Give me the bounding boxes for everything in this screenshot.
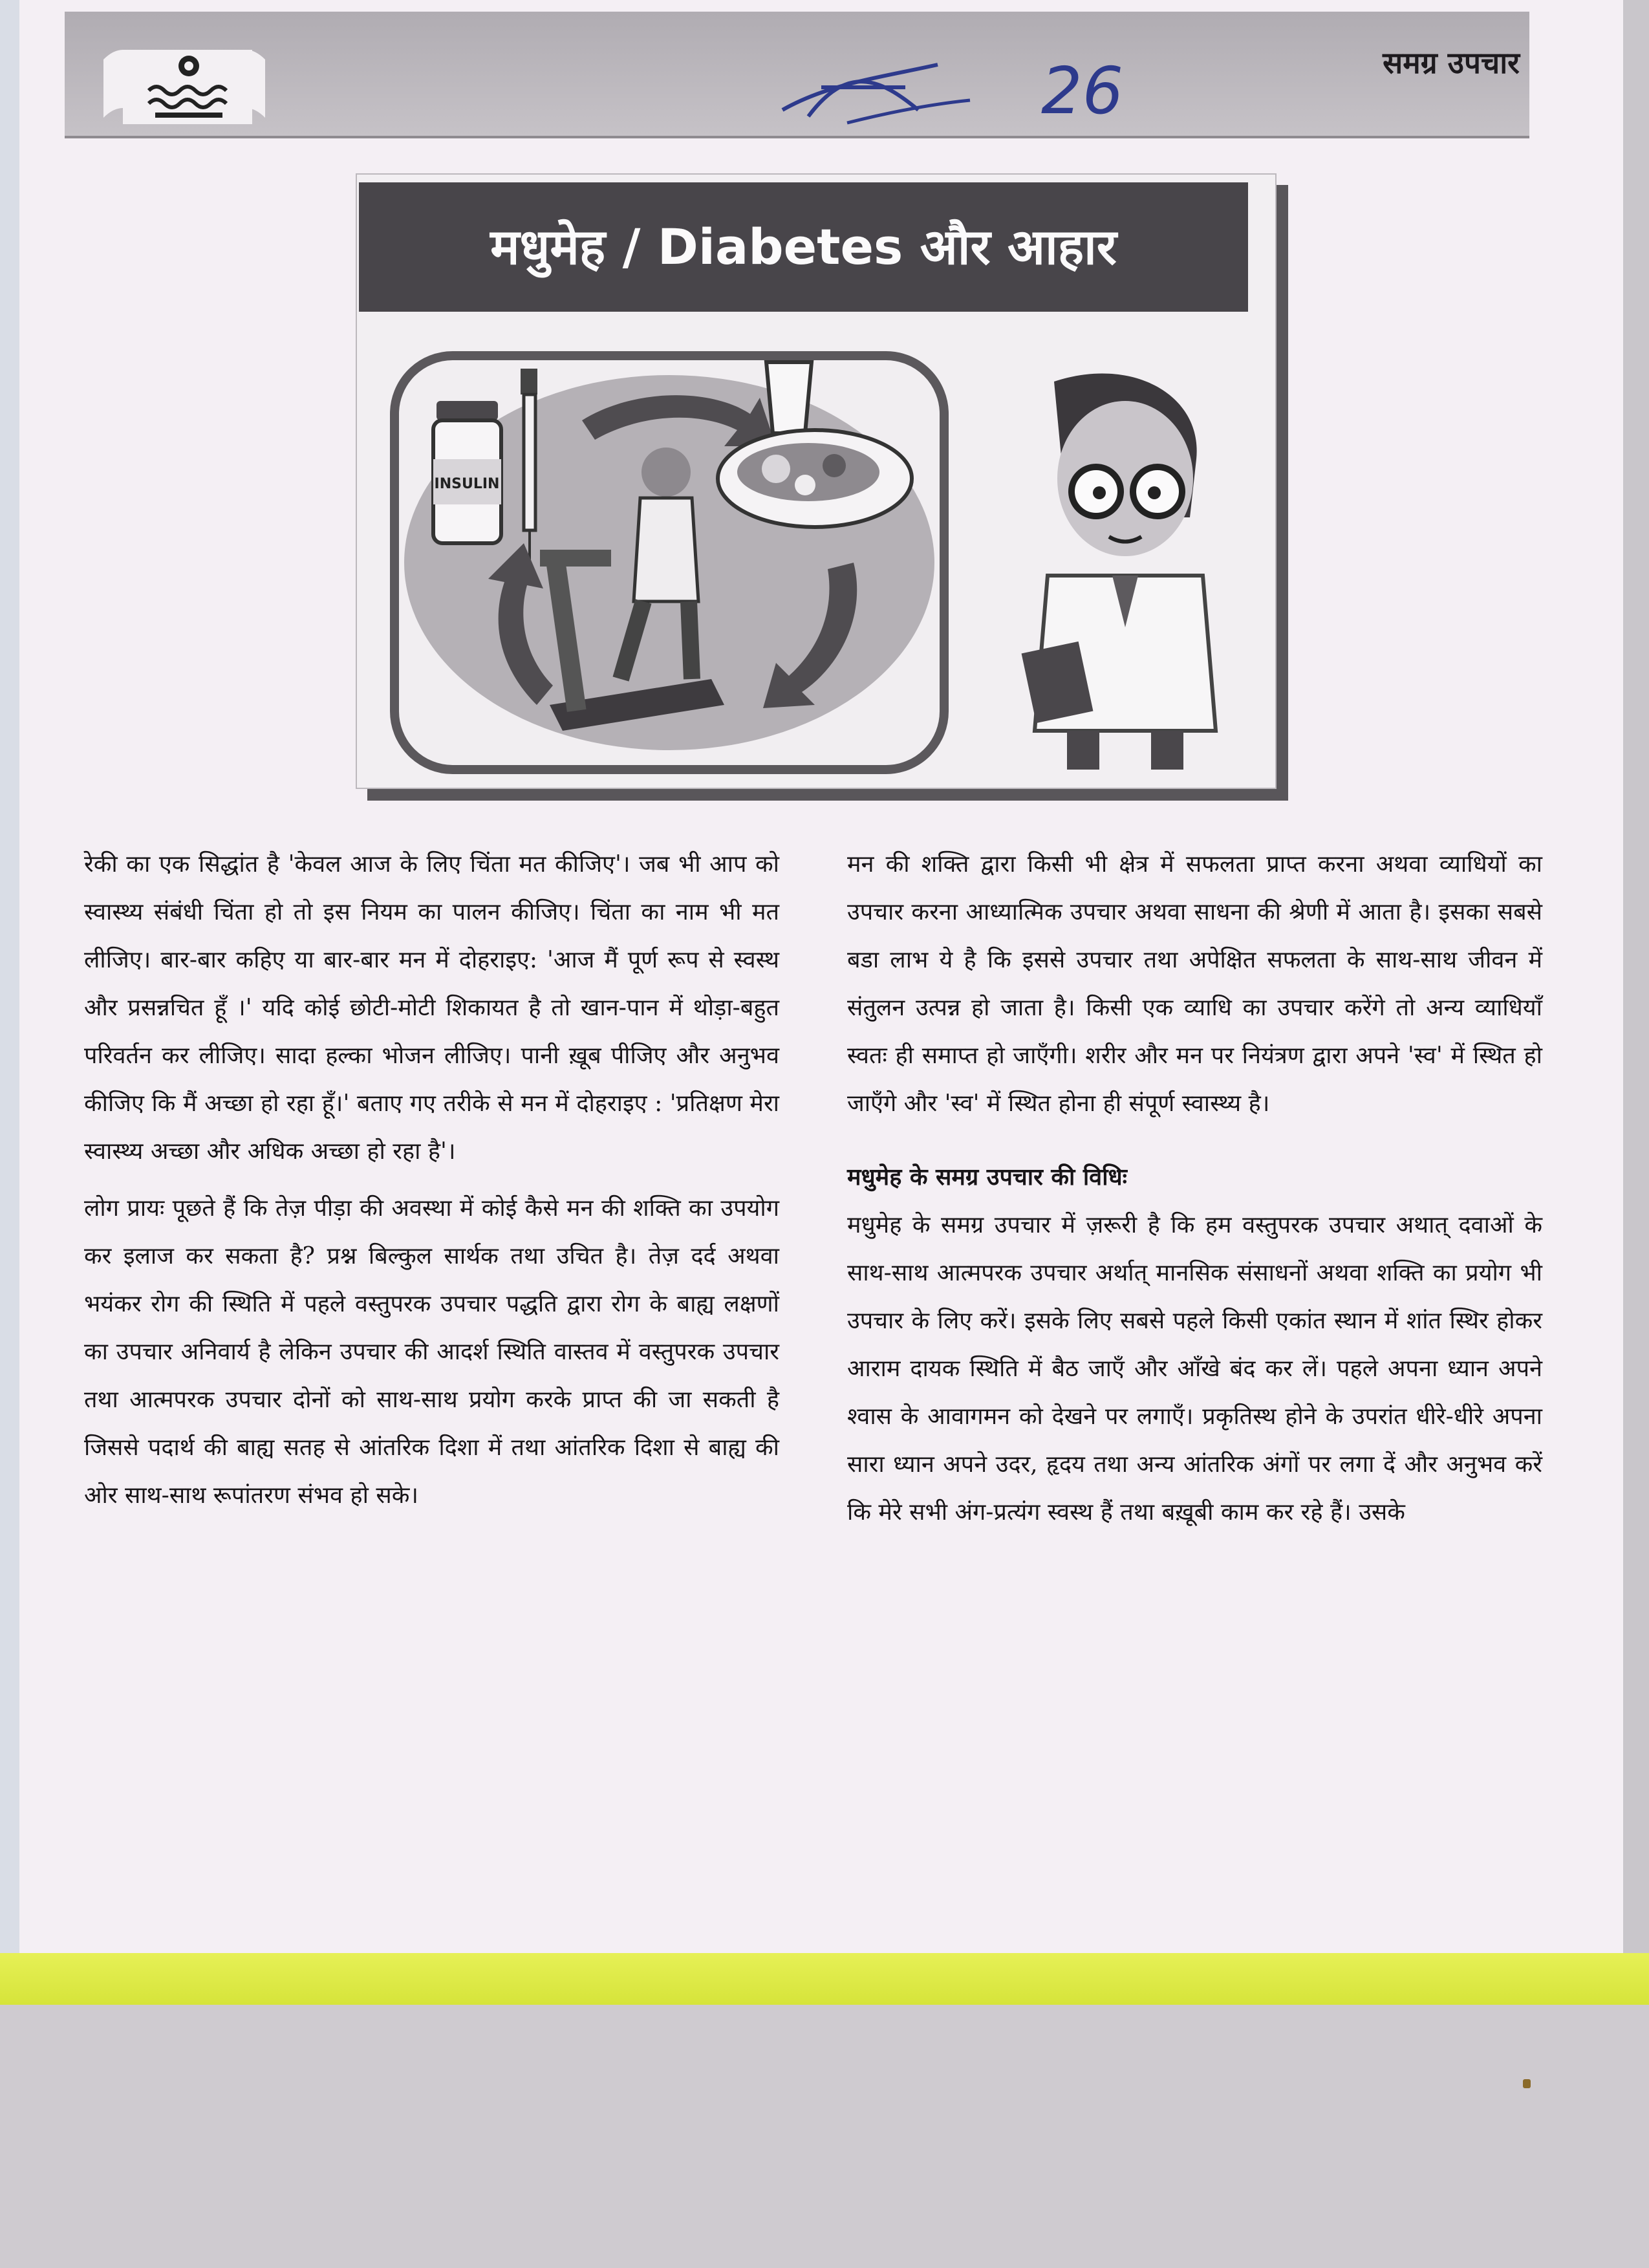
food-plate-icon bbox=[718, 430, 912, 527]
insulin-vial-icon bbox=[433, 401, 501, 543]
scan-left-edge bbox=[0, 0, 19, 2005]
page-mark-number: 26 bbox=[1041, 53, 1124, 129]
vial-label: INSULIN bbox=[434, 476, 500, 492]
sun-waves-logo-icon bbox=[78, 40, 291, 131]
right-column bbox=[847, 841, 1542, 1537]
left-column bbox=[84, 841, 779, 1520]
section-heading: मधुमेह के समग्र उपचार की विधिः bbox=[847, 1164, 1127, 1191]
water-glass-icon bbox=[766, 362, 812, 433]
highlighter-strip bbox=[0, 1953, 1649, 2005]
right-paragraph-2: मधुमेह के समग्र उपचार में ज़रूरी है कि हम वस्तुपरक उपचार अथात् दवाओं के साथ-साथ आत्मपरक उपचार अर्थात् मानसिक संसाधनों अथवा शक्ति का प्रयोग भी उपचार के लिए करें। इसके लिए सबसे पहले किसी एकांत स्थान में शांत स्थिर होकर आराम दायक स्थिति में बैठ जाएँ और आँखे बंद कर लें। पहले अपना ध्यान अपने श्वास के आवागमन को देखने पर लगाएँ। प्रकृतिस्थ होने के उपरांत धीरे-धीरे अपना सारा ध्यान अपने उदर, हृदय तथा अन्य आंतरिक अंगों पर लगा दें और अनुभव करें कि मेरे सभी अंग-प्रत्यंग स्वस्थ हैं तथा बख़ूबी काम कर रहे हैं। उसके bbox=[847, 1212, 1542, 1526]
section-title: समग्र उपचार bbox=[1383, 45, 1520, 80]
cartoon-doctor-icon bbox=[1022, 373, 1216, 770]
right-paragraph-1: मन की शक्ति द्वारा किसी भी क्षेत्र में सफलता प्राप्त करना अथवा व्याधियों का उपचार करना आध्यात्मिक उपचार अथवा साधना की श्रेणी में आता है। इसका सबसे बडा लाभ ये है कि इससे उपचार तथा अपेक्षित सफलता के साथ-साथ जीवन में संतुलन उत्पन्न हो जाता है। किसी एक व्याधि का उपचार करेंगे तो अन्य व्याधियाँ स्वतः ही समाप्त हो जाएँगी। शरीर और मन पर नियंत्रण द्वारा अपने 'स्व' में स्थित हो जाएँगे और 'स्व' में स्थित होना ही संपूर्ण स्वास्थ्य है। bbox=[847, 851, 1542, 1117]
hero-title: मधुमेह / Diabetes और आहार bbox=[359, 182, 1248, 312]
hero-illustration bbox=[388, 343, 1255, 783]
handwritten-page-mark bbox=[770, 39, 1158, 142]
scanner-background bbox=[0, 2005, 1649, 2268]
scan-speck bbox=[1523, 2079, 1531, 2088]
left-paragraph-1: रेकी का एक सिद्धांत है 'केवल आज के लिए चिंता मत कीजिए'। जब भी आप को स्वास्थ्य संबंधी चिंता हो तो इस नियम का पालन कीजिए। चिंता का नाम भी मत लीजिए। बार-बार कहिए या बार-बार मन में दोहराइए: 'आज मैं पूर्ण रूप से स्वस्थ और प्रसन्नचित हूँ ।' यदि कोई छोटी-मोटी शिकायत है तो खान-पान में थोड़ा-बहुत परिवर्तन कर लीजिए। सादा हल्का भोजन लीजिए। पानी ख़ूब पीजिए और अनुभव कीजिए कि मैं अच्छा हो रहा हूँ।' बताए गए तरीके से मन में दोहराइए : 'प्रतिक्षण मेरा स्वास्थ्य अच्छा और अधिक अच्छा हो रहा है'। bbox=[84, 851, 779, 1165]
left-paragraph-2: लोग प्रायः पूछते हैं कि तेज़ पीड़ा की अवस्था में कोई कैसे मन की शक्ति का उपयोग कर इलाज कर सकता है? प्रश्न बिल्कुल सार्थक तथा उचित है। तेज़ दर्द अथवा भयंकर रोग की स्थिति में पहले वस्तुपरक उपचार पद्धति द्वारा रोग के बाह्य लक्षणों का उपचार अनिवार्य है लेकिन उपचार की आदर्श स्थिति वास्तव में वस्तुपरक उपचार तथा आत्मपरक उपचार दोनों को साथ-साथ प्रयोग करके प्राप्त की जा सकती है जिससे पदार्थ की बाह्य सतह से आंतरिक दिशा में तथा आंतरिक दिशा से बाह्य की ओर साथ-साथ रूपांतरण संभव हो सके। bbox=[84, 1195, 779, 1509]
